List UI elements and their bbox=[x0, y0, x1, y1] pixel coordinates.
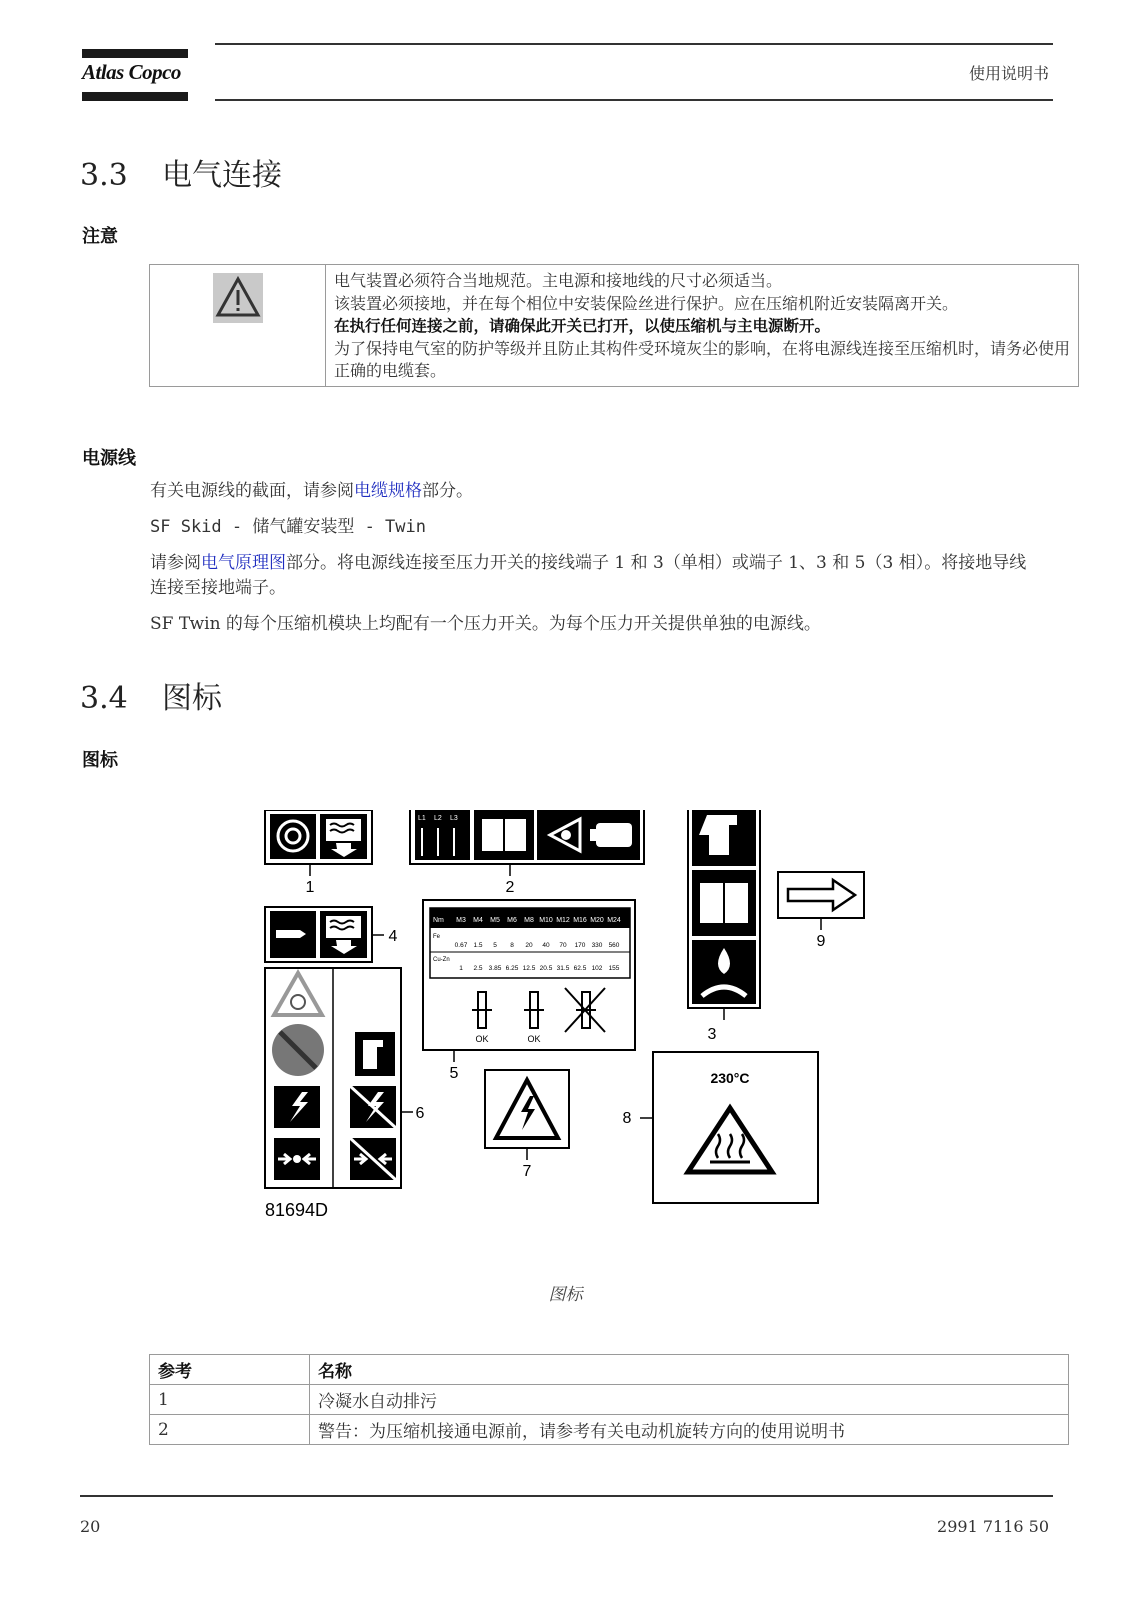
header-rule-bottom bbox=[215, 99, 1053, 101]
callout-5: 5 bbox=[449, 1065, 459, 1082]
torque-fe: 560 bbox=[608, 942, 620, 949]
callout-7: 7 bbox=[522, 1163, 532, 1180]
skid-heading: SF Skid - 储气罐安装型 - Twin bbox=[150, 517, 426, 537]
torque-header: M12 bbox=[556, 917, 570, 924]
table-cell: 冷凝水自动排污 bbox=[310, 1385, 1069, 1415]
torque-header: M10 bbox=[539, 917, 553, 924]
table-header: 参考 bbox=[150, 1355, 310, 1385]
torque-cuzn: 6.25 bbox=[505, 965, 519, 972]
phase-label: L3 bbox=[450, 815, 458, 822]
table-header: 名称 bbox=[310, 1355, 1069, 1385]
paragraph-cable-section bbox=[150, 479, 1050, 504]
wiring-diagram-link[interactable]: 电气原理图 bbox=[201, 553, 286, 573]
notice-line-bold: 在执行任何连接之前，请确保此开关已打开，以使压缩机与主电源断开。 bbox=[334, 317, 831, 335]
torque-cuzn: 20.5 bbox=[539, 965, 553, 972]
warning-icon bbox=[213, 273, 263, 323]
notice-box bbox=[149, 264, 1079, 387]
temperature-label: 230°C bbox=[710, 1070, 750, 1086]
torque-fe: 40 bbox=[542, 942, 550, 949]
section-title: 电气连接 bbox=[162, 158, 282, 193]
torque-header: M16 bbox=[573, 917, 587, 924]
figure-caption: 图标 bbox=[548, 1285, 583, 1305]
callout-9: 9 bbox=[816, 933, 826, 950]
torque-header: M4 bbox=[473, 917, 483, 924]
notice-line: 电气装置必须符合当地规范。主电源和接地线的尺寸必须适当。 bbox=[334, 271, 783, 290]
callout-1: 1 bbox=[305, 879, 315, 896]
notice-icon-cell bbox=[150, 265, 326, 386]
torque-cuzn: 2.5 bbox=[473, 965, 483, 972]
logo-text: Atlas Copco bbox=[82, 60, 181, 84]
torque-unit-label: Nm bbox=[433, 917, 444, 924]
callout-3: 3 bbox=[707, 1026, 717, 1043]
text: 部分。将电源线连接至压力开关的接线端子 1 和 3（单相）或端子 1、3 和 5（3 相）。将接地导线连接至接地端子。 bbox=[150, 553, 1027, 598]
section-title: 图标 bbox=[162, 681, 222, 716]
reference-table bbox=[149, 1354, 1069, 1445]
torque-cuzn: 12.5 bbox=[522, 965, 536, 972]
callout-8: 8 bbox=[622, 1110, 632, 1127]
table-row bbox=[150, 1415, 1069, 1445]
torque-cuzn: 102 bbox=[591, 965, 603, 972]
section-number: 3.4 bbox=[80, 681, 128, 716]
notice-line: 该装置必须接地，并在每个相位中安装保险丝进行保护。应在压缩机附近安装隔离开关。 bbox=[334, 293, 959, 313]
document-type: 使用说明书 bbox=[968, 64, 1049, 83]
torque-fe: 20 bbox=[525, 942, 533, 949]
phase-label: L2 bbox=[434, 815, 442, 822]
document-number: 2991 7116 50 bbox=[937, 1517, 1049, 1536]
fe-label: Fe bbox=[433, 934, 441, 940]
text: 有关电源线的截面，请参阅 bbox=[150, 481, 354, 501]
bolt-icons bbox=[472, 988, 605, 1032]
torque-header: M24 bbox=[607, 917, 621, 924]
cuzn-label: Cu-Zn bbox=[433, 957, 450, 963]
torque-header: M6 bbox=[507, 917, 517, 924]
text: 请参阅 bbox=[150, 553, 201, 573]
table-header-row bbox=[150, 1355, 1069, 1385]
ok-label: OK bbox=[475, 1034, 489, 1044]
torque-fe: 0.67 bbox=[454, 942, 468, 949]
torque-cuzn: 3.85 bbox=[488, 965, 502, 972]
pictograph-label: 图标 bbox=[82, 750, 118, 771]
figure-code: 81694D bbox=[265, 1200, 329, 1220]
torque-cuzn: 155 bbox=[608, 965, 620, 972]
notice-label: 注意 bbox=[82, 226, 118, 247]
torque-fe: 5 bbox=[493, 942, 497, 949]
table-cell: 2 bbox=[150, 1415, 310, 1445]
text: 部分。 bbox=[422, 481, 473, 501]
table-cell: 1 bbox=[150, 1385, 310, 1415]
paragraph-twin: SF Twin 的每个压缩机模块上均配有一个压力开关。为每个压力开关提供单独的电源线。 bbox=[150, 614, 821, 634]
torque-header: M20 bbox=[590, 917, 604, 924]
callout-2: 2 bbox=[505, 879, 515, 896]
torque-header: M5 bbox=[490, 917, 500, 924]
header-rule-top bbox=[215, 43, 1053, 45]
callout-4: 4 bbox=[388, 928, 398, 945]
torque-cuzn: 31.5 bbox=[556, 965, 570, 972]
torque-fe: 8 bbox=[510, 942, 514, 949]
table-row bbox=[150, 1385, 1069, 1415]
notice-text bbox=[334, 270, 1074, 383]
paragraph-wiring bbox=[150, 551, 1030, 601]
callout-6: 6 bbox=[415, 1105, 425, 1122]
torque-fe: 330 bbox=[591, 942, 603, 949]
torque-header: M3 bbox=[456, 917, 466, 924]
torque-fe: 70 bbox=[559, 942, 567, 949]
torque-fe: 1.5 bbox=[473, 942, 483, 949]
page-number: 20 bbox=[80, 1517, 101, 1536]
direction-arrow-icon bbox=[788, 880, 855, 910]
cable-spec-link[interactable]: 电缆规格 bbox=[354, 481, 422, 501]
section-number: 3.3 bbox=[80, 158, 128, 193]
footer-rule bbox=[80, 1495, 1053, 1497]
table-cell: 警告：为压缩机接通电源前，请参考有关电动机旋转方向的使用说明书 bbox=[310, 1415, 1069, 1445]
ok-label: OK bbox=[527, 1034, 541, 1044]
electric-shock-icon bbox=[274, 1086, 320, 1128]
torque-cuzn: 62.5 bbox=[573, 965, 587, 972]
pictographs-figure bbox=[260, 810, 900, 1250]
torque-header: M8 bbox=[524, 917, 534, 924]
section-3-4-heading bbox=[80, 673, 222, 717]
power-cable-label: 电源线 bbox=[82, 448, 136, 469]
torque-fe: 170 bbox=[574, 942, 586, 949]
pictograph-9-frame bbox=[778, 872, 864, 918]
torque-cuzn: 1 bbox=[459, 965, 463, 972]
notice-line: 为了保持电气室的防护等级并且防止其构件受环境灰尘的影响，在将电源线连接至压缩机时，请务必使用正确的电缆套。 bbox=[334, 338, 1071, 380]
phase-label: L1 bbox=[418, 815, 426, 822]
section-3-3-heading bbox=[80, 150, 282, 194]
